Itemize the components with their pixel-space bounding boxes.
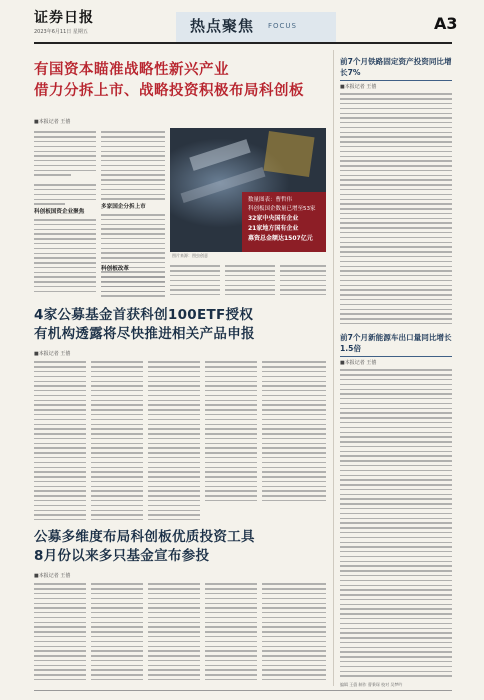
page-number: A3 — [434, 14, 458, 33]
section-title-english: FOCUS — [268, 22, 297, 30]
sidebar-item1-byline: ■本报记者 王僖 — [340, 84, 377, 90]
lead-headline[interactable] — [34, 60, 326, 120]
sidebar-item1-title[interactable]: 前7个月铁路固定资产投资同比增长7% — [340, 57, 452, 77]
story2-headline[interactable] — [34, 306, 255, 344]
story2-byline: ■本报记者 王僖 — [34, 351, 71, 357]
lead-column-4 — [225, 262, 275, 298]
lead-column-1 — [34, 128, 96, 296]
lead-headline-line-2: 借力分拆上市、战略投资积极布局科创板 — [34, 83, 304, 99]
story2-column-4 — [205, 358, 257, 520]
story3-column-1 — [34, 580, 86, 684]
masthead — [0, 0, 484, 42]
story2-headline-line-2: 有机构透露将尽快推进相关产品申报 — [34, 326, 255, 342]
newspaper-logo: 证券日报 — [34, 10, 94, 26]
sidebar-item2-title[interactable]: 前7个月新能源车出口量同比增长1.5倍 — [340, 333, 452, 353]
story3-column-2 — [91, 580, 143, 684]
story2-column-1 — [34, 358, 86, 520]
lead-byline: ■本报记者 王僖 — [34, 119, 71, 125]
column-separator — [333, 50, 334, 686]
story3-headline-line-1: 公募多维度布局科创板优质投资工具 — [34, 529, 255, 545]
story3-headline[interactable] — [34, 528, 255, 566]
sidebar-item1-rule — [340, 80, 452, 81]
lead-subheading-3: 科创板改革 — [101, 266, 129, 272]
sidebar-item2-rule — [340, 356, 452, 357]
lead-subheading-2: 多家国企分拆上市 — [101, 203, 146, 210]
story3-column-4 — [205, 580, 257, 684]
story3-column-3 — [148, 580, 200, 684]
lead-column-3 — [170, 262, 220, 298]
story2-headline-line-1: 4家公募基金首获科创100ETF授权 — [34, 307, 254, 323]
story2-column-5 — [262, 358, 326, 520]
story3-headline-line-2: 8月份以来多只基金宣布参投 — [34, 548, 210, 564]
masthead-rule — [34, 42, 452, 44]
photo-caption-box: 数量图表：曹哲伟 科创板国企数量已增至53家 32家中央国有企业 21家地方国有企业 募资总金额达1507亿元 — [242, 192, 326, 252]
page-footer-credits: 编辑 王僖 制作 曹秉琛 校对 吴梦吟 — [340, 682, 403, 687]
sidebar-item1-body — [340, 90, 452, 328]
photo-credit: 图片来源：图虫创意 — [172, 253, 208, 258]
story2-column-2 — [91, 358, 143, 520]
lead-column-2b — [101, 262, 165, 298]
story2-column-3 — [148, 358, 200, 520]
footer-rule — [34, 690, 452, 691]
sidebar-item2-byline: ■本报记者 王僖 — [340, 360, 377, 366]
story3-byline: ■本报记者 王僖 — [34, 573, 71, 579]
lead-headline-line-1: 有国资本瞄准战略性新兴产业 — [34, 62, 229, 78]
publication-date: 2023年6月11日 星期五 — [34, 29, 88, 35]
section-title: 热点聚焦 — [190, 17, 255, 35]
lead-photo — [170, 128, 326, 252]
lead-subheading-1: 科创板国资企业聚焦 — [34, 208, 85, 215]
sidebar-item2-body — [340, 366, 452, 678]
lead-column-5 — [280, 262, 326, 298]
story3-column-5 — [262, 580, 326, 684]
